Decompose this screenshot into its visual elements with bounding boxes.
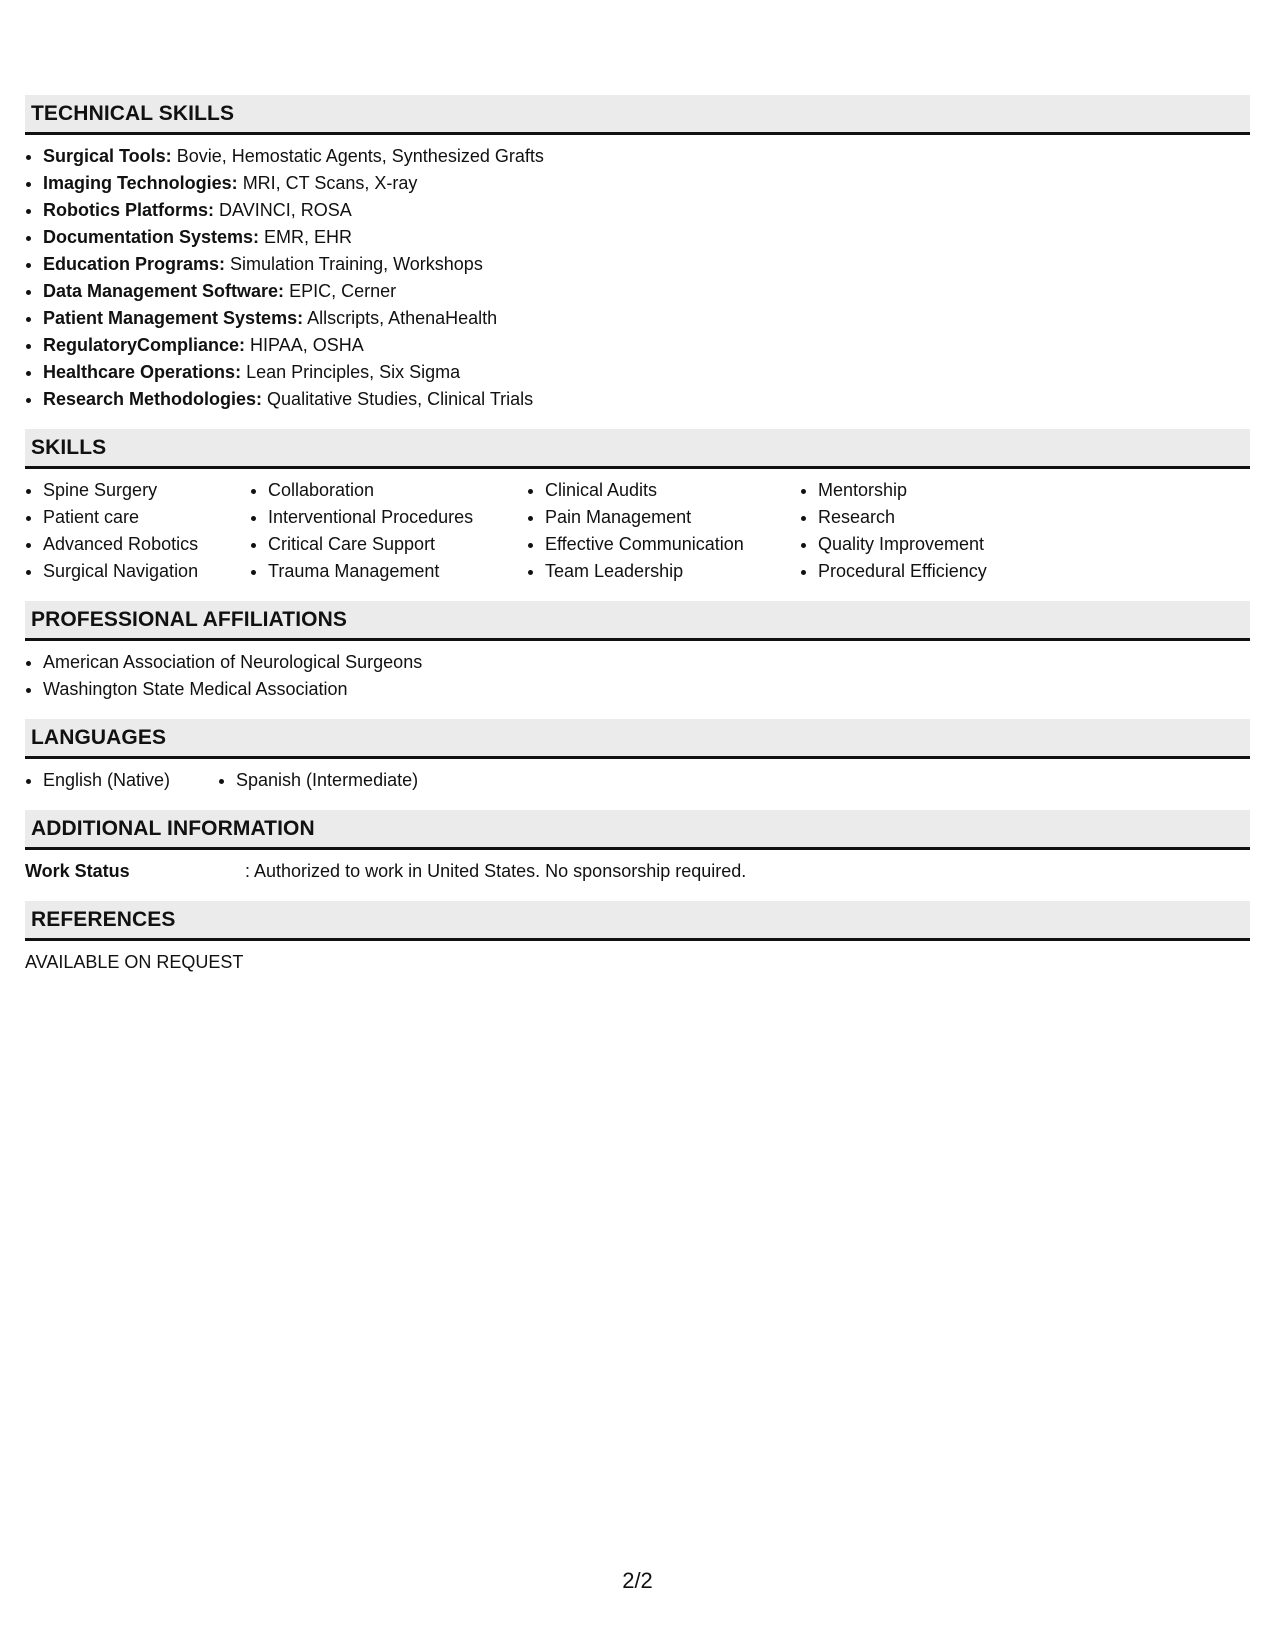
- list-item: • Collaboration: [268, 477, 527, 504]
- section-header-additional-info: ADDITIONAL INFORMATION: [25, 810, 1250, 850]
- list-item: • Critical Care Support: [268, 531, 527, 558]
- list-item: • Procedural Efficiency: [818, 558, 1078, 585]
- section-header-affiliations: PROFESSIONAL AFFILIATIONS: [25, 601, 1250, 641]
- list-item: • Documentation Systems: EMR, EHR: [43, 224, 1250, 251]
- skills-section: [25, 429, 1250, 585]
- list-item: • Research: [818, 504, 1078, 531]
- list-item: • Pain Management: [545, 504, 800, 531]
- section-header-languages: LANGUAGES: [25, 719, 1250, 759]
- languages-row: [25, 767, 1250, 794]
- affiliations-list: [25, 649, 1250, 703]
- list-item: • Patient care: [43, 504, 250, 531]
- list-item: • Effective Communication: [545, 531, 800, 558]
- list-item: • Spanish (Intermediate): [236, 767, 418, 794]
- work-status-label: Work Status: [25, 861, 130, 881]
- work-status-value: : Authorized to work in United States. No sponsorship required.: [245, 861, 747, 881]
- list-item: • Robotics Platforms: DAVINCI, ROSA: [43, 197, 1250, 224]
- references-section: [25, 901, 1250, 976]
- skills-column: [800, 477, 1078, 585]
- technical-skills-list: [25, 143, 1250, 413]
- languages-column: [218, 767, 418, 794]
- section-header-references: REFERENCES: [25, 901, 1250, 941]
- skills-grid: [25, 477, 1250, 585]
- list-item: • Mentorship: [818, 477, 1078, 504]
- skills-column: [527, 477, 800, 585]
- list-item: • English (Native): [43, 767, 218, 794]
- list-item: • American Association of Neurological Surgeons: [43, 649, 1250, 676]
- skills-column: [25, 477, 250, 585]
- list-item: • Spine Surgery: [43, 477, 250, 504]
- list-item: • Surgical Navigation: [43, 558, 250, 585]
- work-status-row: [25, 858, 1250, 885]
- list-item: • Surgical Tools: Bovie, Hemostatic Agents, Synthesized Grafts: [43, 143, 1250, 170]
- references-text: AVAILABLE ON REQUEST: [25, 952, 244, 972]
- resume-page: [25, 95, 1250, 992]
- languages-column: [25, 767, 218, 794]
- list-item: • Education Programs: Simulation Training, Workshops: [43, 251, 1250, 278]
- additional-info-section: [25, 810, 1250, 885]
- list-item: • Washington State Medical Association: [43, 676, 1250, 703]
- list-item: • Quality Improvement: [818, 531, 1078, 558]
- affiliations-section: [25, 601, 1250, 703]
- list-item: • Research Methodologies: Qualitative Studies, Clinical Trials: [43, 386, 1250, 413]
- list-item: • Imaging Technologies: MRI, CT Scans, X-ray: [43, 170, 1250, 197]
- languages-section: [25, 719, 1250, 794]
- list-item: • Trauma Management: [268, 558, 527, 585]
- page-number: 2/2: [622, 1568, 653, 1593]
- list-item: • Advanced Robotics: [43, 531, 250, 558]
- skills-column: [250, 477, 527, 585]
- list-item: • Interventional Procedures: [268, 504, 527, 531]
- list-item: • Clinical Audits: [545, 477, 800, 504]
- section-header-technical-skills: TECHNICAL SKILLS: [25, 95, 1250, 135]
- list-item: • Team Leadership: [545, 558, 800, 585]
- list-item: • RegulatoryCompliance: HIPAA, OSHA: [43, 332, 1250, 359]
- list-item: • Patient Management Systems: Allscripts, AthenaHealth: [43, 305, 1250, 332]
- list-item: • Data Management Software: EPIC, Cerner: [43, 278, 1250, 305]
- technical-skills-section: [25, 95, 1250, 413]
- list-item: • Healthcare Operations: Lean Principles, Six Sigma: [43, 359, 1250, 386]
- section-header-skills: SKILLS: [25, 429, 1250, 469]
